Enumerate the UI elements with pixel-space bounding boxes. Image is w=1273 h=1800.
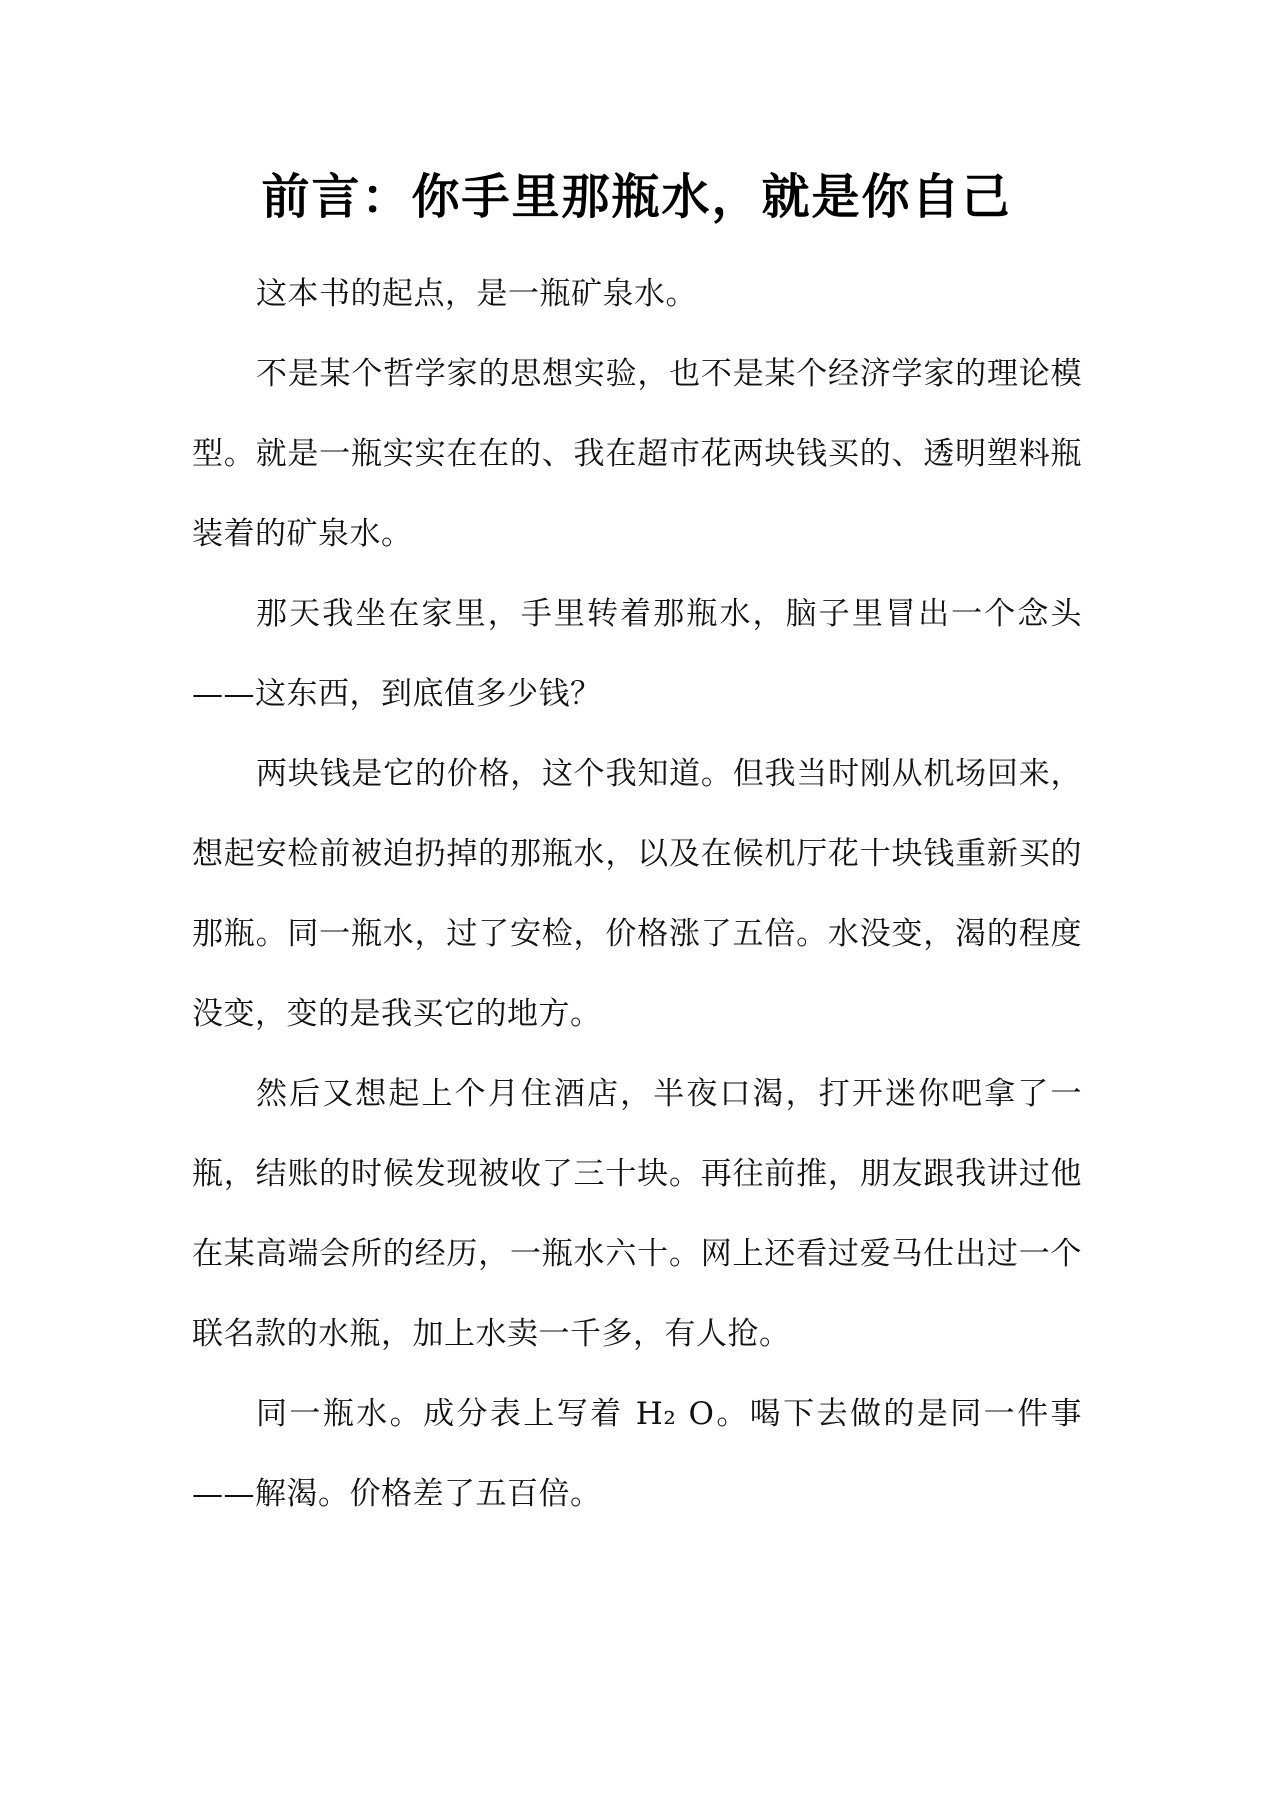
paragraph-4: 两块钱是它的价格，这个我知道。但我当时刚从机场回来，想起安检前被迫扔掉的那瓶水，以及在候机厅花十块钱重新买的那瓶。同一瓶水，过了安检，价格涨了五倍。水没变，渴的程度没变，变的是我买它的地方。 xyxy=(192,756,1082,1032)
page-title: 前言：你手里那瓶水，就是你自己 xyxy=(261,169,1012,225)
paragraph-3: 那天我坐在家里，手里转着那瓶水，脑子里冒出一个念头——这东西，到底值多少钱？ xyxy=(192,596,1082,712)
paragraph-1: 这本书的起点，是一瓶矿泉水。 xyxy=(256,276,697,312)
paragraph-5: 然后又想起上个月住酒店，半夜口渴，打开迷你吧拿了一瓶，结账的时候发现被收了三十块。再往前推，朋友跟我讲过他在某高端会所的经历，一瓶水六十。网上还看过爱马仕出过一个联名款的水瓶，加上水卖一千多，有人抢。 xyxy=(192,1076,1082,1352)
paragraph-6: 同一瓶水。成分表上写着 H₂ O。喝下去做的是同一件事——解渴。价格差了五百倍。 xyxy=(192,1396,1082,1512)
paragraph-2: 不是某个哲学家的思想实验，也不是某个经济学家的理论模型。就是一瓶实实在在的、我在超市花两块钱买的、透明塑料瓶装着的矿泉水。 xyxy=(192,356,1082,552)
document-body xyxy=(192,254,1082,1534)
